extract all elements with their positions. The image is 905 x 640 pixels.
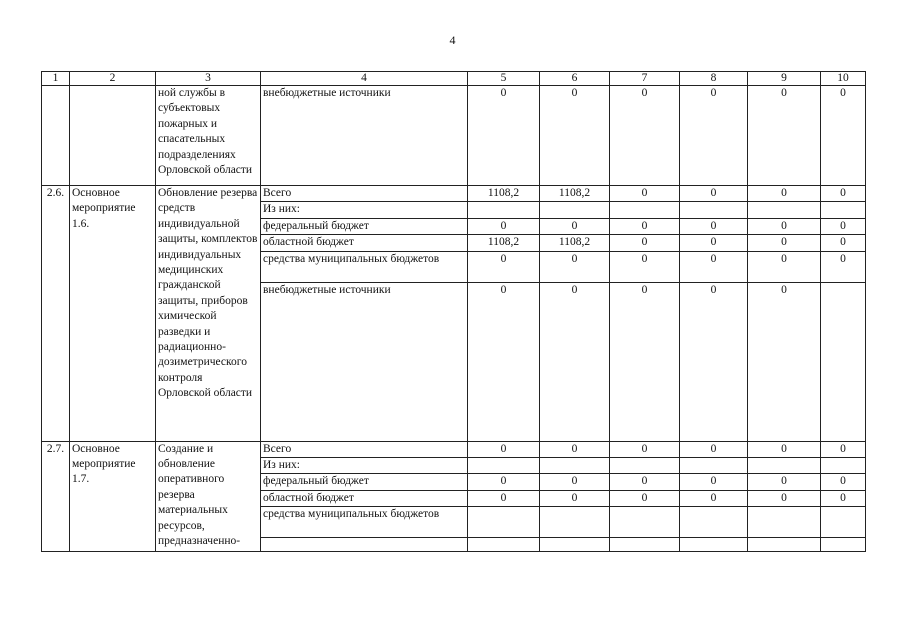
- value-cell: [748, 538, 821, 552]
- column-number-7: 7: [610, 72, 680, 86]
- value-cell: [610, 202, 680, 218]
- value-cell: 0: [748, 86, 821, 186]
- value-cell: 0: [748, 186, 821, 202]
- column-number-3: 3: [156, 72, 261, 86]
- column-number-2: 2: [70, 72, 156, 86]
- value-cell: 0: [821, 235, 866, 251]
- value-cell: 0: [680, 218, 748, 234]
- column-number-10: 10: [821, 72, 866, 86]
- value-cell: [468, 538, 540, 552]
- budget-table: [41, 71, 866, 552]
- value-cell: [468, 507, 540, 538]
- table-row: [42, 441, 866, 457]
- value-cell: 0: [468, 86, 540, 186]
- value-cell: 0: [540, 251, 610, 282]
- value-cell: 0: [680, 490, 748, 506]
- value-cell: [821, 458, 866, 474]
- funding-source-cell: Всего: [261, 186, 468, 202]
- item-number: 2.7.: [42, 441, 70, 552]
- value-cell: 0: [748, 218, 821, 234]
- value-cell: 0: [821, 474, 866, 490]
- value-cell: 0: [468, 251, 540, 282]
- value-cell: 1108,2: [540, 235, 610, 251]
- value-cell: 0: [748, 441, 821, 457]
- value-cell: 1108,2: [468, 235, 540, 251]
- event-name-cell: ной службы в субъектовых пожарных и спасательных подразделениях Орловской области: [156, 86, 261, 186]
- value-cell: 0: [680, 235, 748, 251]
- funding-source-cell: федеральный бюджет: [261, 218, 468, 234]
- value-cell: [540, 202, 610, 218]
- value-cell: [821, 507, 866, 538]
- value-cell: [610, 507, 680, 538]
- value-cell: [610, 458, 680, 474]
- funding-source-cell: средства муниципальных бюджетов: [261, 251, 468, 282]
- value-cell: 0: [821, 218, 866, 234]
- column-number-4: 4: [261, 72, 468, 86]
- column-number-1: 1: [42, 72, 70, 86]
- value-cell: [821, 282, 866, 441]
- value-cell: 0: [680, 186, 748, 202]
- value-cell: 0: [540, 282, 610, 441]
- table-row: [42, 186, 866, 202]
- value-cell: 0: [821, 251, 866, 282]
- column-number-5: 5: [468, 72, 540, 86]
- event-name: Обновление резерва средств индивидуальной защиты, комплектов индивидуальных медицинских гражданской защиты, приборов химической разведки и радиационно-дозиметрического контроля Орловской области: [156, 186, 261, 442]
- value-cell: 0: [610, 218, 680, 234]
- value-cell: 0: [821, 441, 866, 457]
- value-cell: [540, 458, 610, 474]
- value-cell: 0: [610, 235, 680, 251]
- value-cell: 0: [680, 282, 748, 441]
- value-cell: 0: [680, 441, 748, 457]
- event-name: Создание и обновление оперативного резерва материальных ресурсов, предназначенно-: [156, 441, 261, 552]
- value-cell: 0: [821, 186, 866, 202]
- value-cell: 0: [680, 251, 748, 282]
- value-cell: 0: [610, 282, 680, 441]
- value-cell: 0: [748, 235, 821, 251]
- value-cell: [821, 202, 866, 218]
- event-type-cell: [70, 86, 156, 186]
- column-number-9: 9: [748, 72, 821, 86]
- value-cell: 1108,2: [468, 186, 540, 202]
- value-cell: [821, 538, 866, 552]
- value-cell: 0: [610, 490, 680, 506]
- value-cell: [748, 507, 821, 538]
- table-body: [42, 72, 866, 552]
- value-cell: 0: [821, 86, 866, 186]
- value-cell: [680, 202, 748, 218]
- value-cell: 0: [748, 490, 821, 506]
- value-cell: 0: [468, 282, 540, 441]
- value-cell: [680, 507, 748, 538]
- value-cell: [540, 507, 610, 538]
- number-cell: [42, 86, 70, 186]
- value-cell: 0: [748, 282, 821, 441]
- value-cell: 0: [468, 218, 540, 234]
- value-cell: 0: [610, 186, 680, 202]
- value-cell: 0: [468, 441, 540, 457]
- value-cell: 0: [540, 474, 610, 490]
- value-cell: 0: [540, 490, 610, 506]
- event-type: Основное мероприятие 1.7.: [70, 441, 156, 552]
- value-cell: 1108,2: [540, 186, 610, 202]
- value-cell: 0: [540, 218, 610, 234]
- funding-source-cell: [261, 538, 468, 552]
- value-cell: 0: [610, 251, 680, 282]
- value-cell: 0: [610, 474, 680, 490]
- value-cell: 0: [680, 474, 748, 490]
- value-cell: 0: [540, 86, 610, 186]
- value-cell: 0: [610, 86, 680, 186]
- funding-source-cell: средства муниципальных бюджетов: [261, 507, 468, 538]
- value-cell: [748, 458, 821, 474]
- value-cell: 0: [821, 490, 866, 506]
- table-row: [42, 86, 866, 186]
- funding-source-cell: областной бюджет: [261, 490, 468, 506]
- value-cell: [540, 538, 610, 552]
- funding-source-cell: внебюджетные источники: [261, 282, 468, 441]
- funding-source-cell: Всего: [261, 441, 468, 457]
- funding-source-cell: федеральный бюджет: [261, 474, 468, 490]
- value-cell: 0: [680, 86, 748, 186]
- value-cell: 0: [540, 441, 610, 457]
- value-cell: 0: [468, 474, 540, 490]
- column-number-row: [42, 72, 866, 86]
- funding-source-cell: Из них:: [261, 202, 468, 218]
- column-number-6: 6: [540, 72, 610, 86]
- value-cell: [468, 202, 540, 218]
- value-cell: [680, 538, 748, 552]
- page-number: 4: [449, 33, 456, 47]
- value-cell: [468, 458, 540, 474]
- funding-source-cell: Из них:: [261, 458, 468, 474]
- event-type: Основное мероприятие 1.6.: [70, 186, 156, 442]
- column-number-8: 8: [680, 72, 748, 86]
- value-cell: 0: [748, 474, 821, 490]
- value-cell: [610, 538, 680, 552]
- value-cell: 0: [748, 251, 821, 282]
- funding-source-cell: областной бюджет: [261, 235, 468, 251]
- item-number: 2.6.: [42, 186, 70, 442]
- value-cell: [680, 458, 748, 474]
- value-cell: 0: [610, 441, 680, 457]
- funding-source-cell: внебюджетные источники: [261, 86, 468, 186]
- value-cell: [748, 202, 821, 218]
- value-cell: 0: [468, 490, 540, 506]
